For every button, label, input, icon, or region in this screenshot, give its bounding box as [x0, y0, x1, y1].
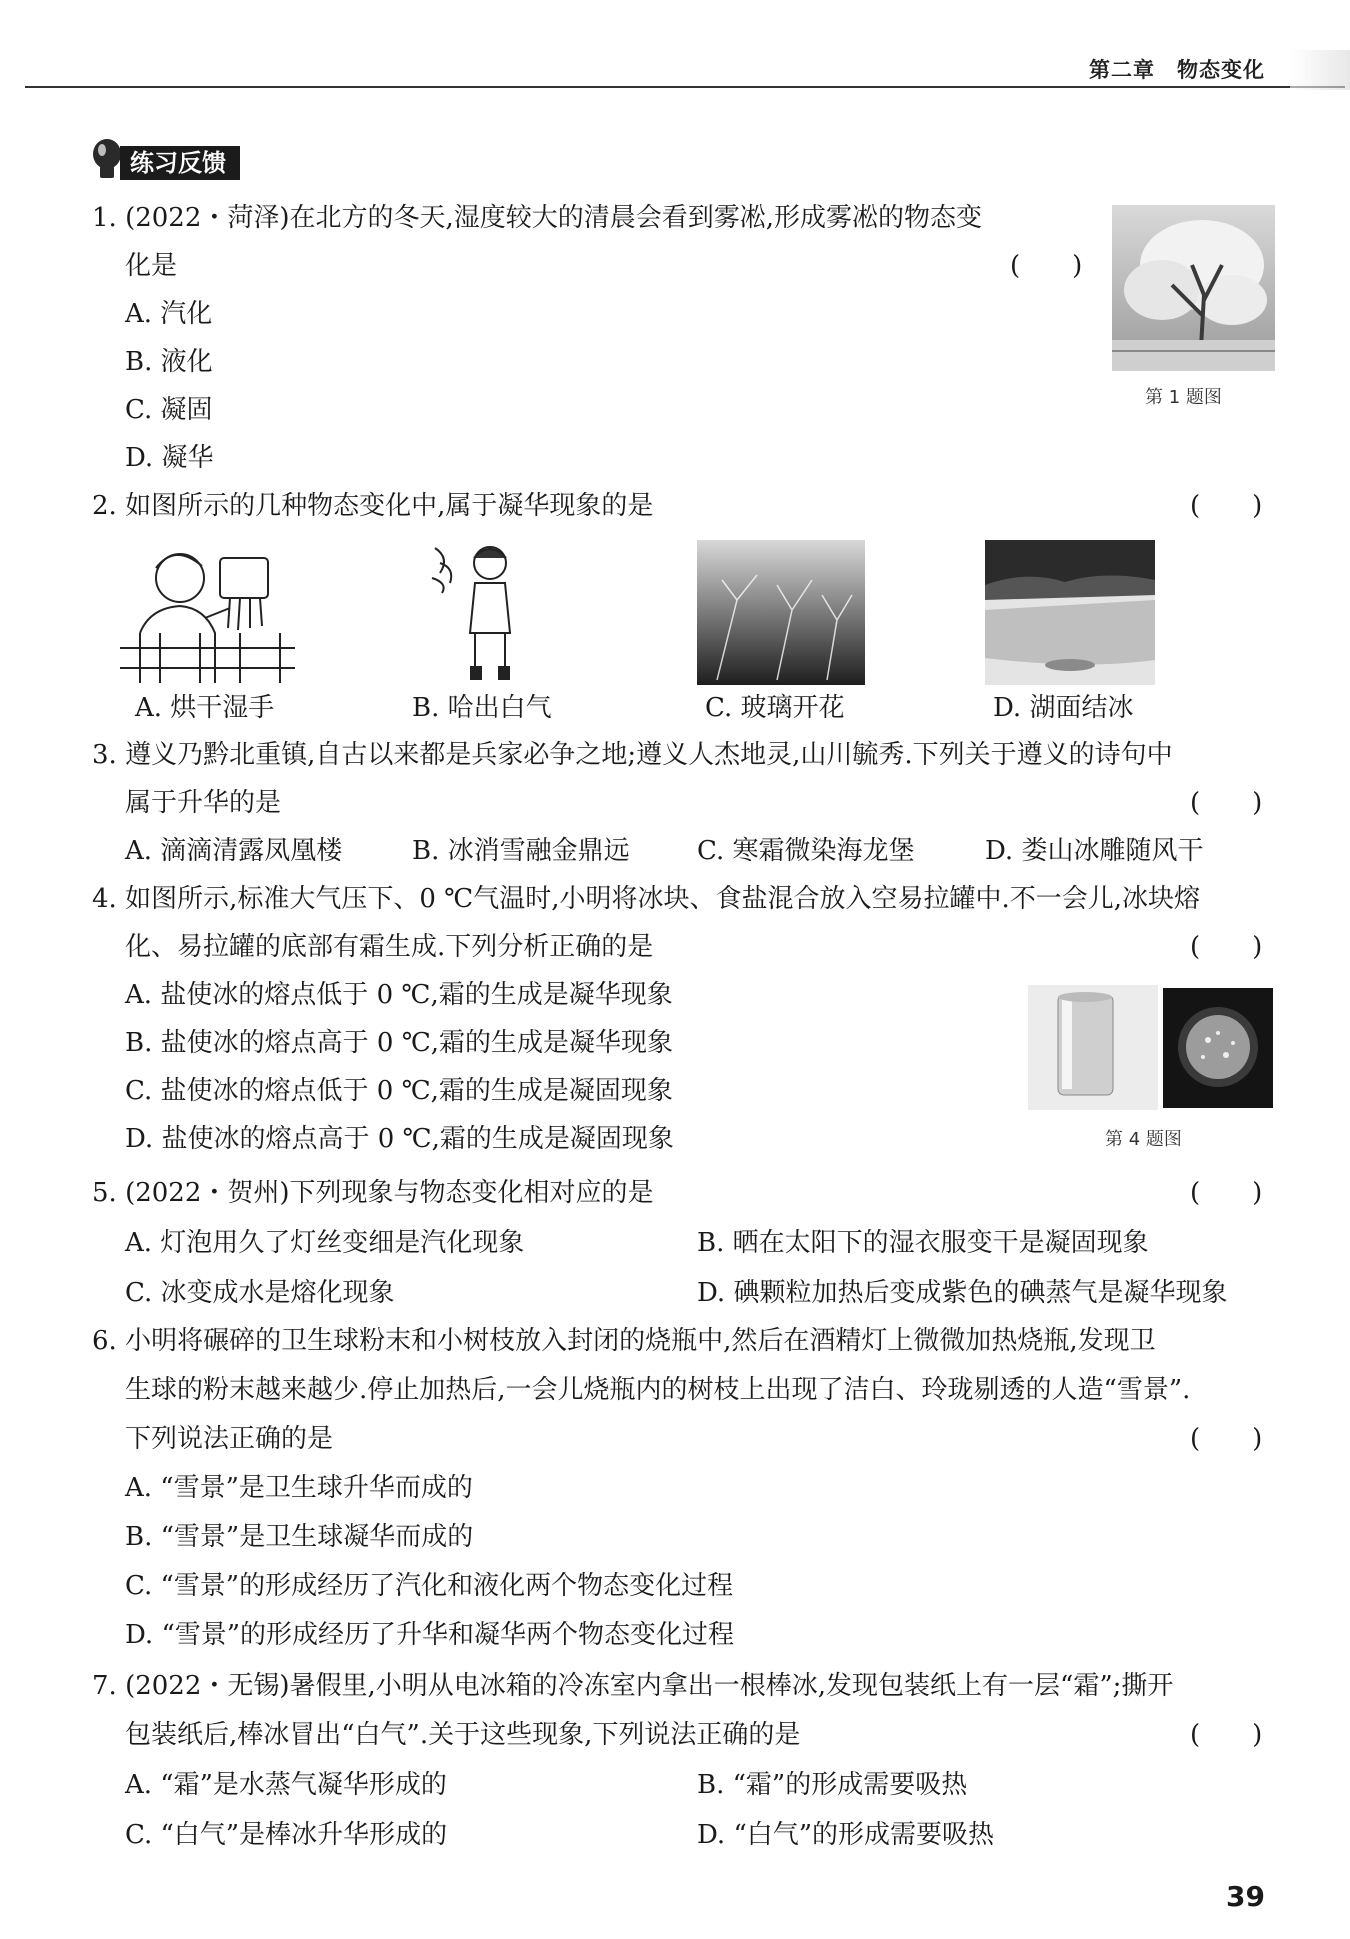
q3-option-d: D. 娄山冰雕随风干 — [985, 836, 1204, 866]
q6-option-a: A. “雪景”是卫生球升华而成的 — [125, 1473, 473, 1503]
q4-option-d: D. 盐使冰的熔点高于 0 ℃,霜的生成是凝固现象 — [125, 1124, 674, 1154]
q1-stem-line1: 1. (2022・菏泽)在北方的冬天,湿度较大的清晨会看到雾凇,形成雾凇的物态变 — [92, 203, 983, 233]
q5-stem: 5. (2022・贺州)下列现象与物态变化相对应的是 — [92, 1178, 654, 1208]
q1-option-b: B. 液化 — [125, 347, 213, 377]
q1-answer-blank[interactable]: ( ) — [1010, 251, 1083, 281]
chapter-header: 第二章 物态变化 — [1089, 58, 1265, 82]
q4-figure-caption: 第 4 题图 — [1105, 1129, 1182, 1150]
q2-option-c: C. 玻璃开花 — [705, 693, 845, 723]
q2-frozen-lake-image — [985, 540, 1155, 685]
q5-option-c: C. 冰变成水是熔化现象 — [125, 1278, 395, 1308]
q2-breath-image — [430, 538, 550, 683]
q7-option-d: D. “白气”的形成需要吸热 — [697, 1820, 995, 1850]
header-rule — [25, 86, 1345, 88]
q7-option-b: B. “霜”的形成需要吸热 — [697, 1770, 968, 1800]
q5-option-d: D. 碘颗粒加热后变成紫色的碘蒸气是凝华现象 — [697, 1278, 1228, 1308]
q3-option-b: B. 冰消雪融金鼎远 — [412, 836, 630, 866]
q2-stem: 2. 如图所示的几种物态变化中,属于凝华现象的是 — [92, 491, 654, 521]
q6-stem-line3: 下列说法正确的是 — [125, 1424, 334, 1454]
q6-option-c: C. “雪景”的形成经历了汽化和液化两个物态变化过程 — [125, 1571, 734, 1601]
q1-option-d: D. 凝华 — [125, 443, 214, 473]
q3-stem-line1: 3. 遵义乃黔北重镇,自古以来都是兵家必争之地;遵义人杰地灵,山川毓秀.下列关于遵义的诗句中 — [92, 740, 1173, 770]
q6-stem-line2: 生球的粉末越来越少.停止加热后,一会儿烧瓶内的树枝上出现了洁白、玲珑剔透的人造“雪景”. — [125, 1375, 1191, 1405]
q2-frost-glass-image — [697, 540, 865, 685]
q4-option-b: B. 盐使冰的熔点高于 0 ℃,霜的生成是凝华现象 — [125, 1028, 674, 1058]
q1-stem-line2: 化是 — [125, 251, 178, 281]
q2-option-d: D. 湖面结冰 — [993, 693, 1134, 723]
q7-option-c: C. “白气”是棒冰升华形成的 — [125, 1820, 448, 1850]
q3-stem-line2: 属于升华的是 — [125, 788, 282, 818]
q4-stem-line1: 4. 如图所示,标准大气压下、0 ℃气温时,小明将冰块、食盐混合放入空易拉罐中.不一会儿,冰块熔 — [92, 884, 1201, 914]
q1-option-a: A. 汽化 — [125, 299, 213, 329]
q4-option-c: C. 盐使冰的熔点低于 0 ℃,霜的生成是凝固现象 — [125, 1076, 673, 1106]
q7-answer-blank[interactable]: ( ) — [1190, 1720, 1263, 1750]
q4-option-a: A. 盐使冰的熔点低于 0 ℃,霜的生成是凝华现象 — [125, 980, 673, 1010]
q2-option-b: B. 哈出白气 — [412, 693, 552, 723]
q1-figure-caption: 第 1 题图 — [1145, 387, 1222, 408]
q5-option-b: B. 晒在太阳下的湿衣服变干是凝固现象 — [697, 1228, 1149, 1258]
q2-answer-blank[interactable]: ( ) — [1190, 491, 1263, 521]
header-decoration — [1290, 50, 1350, 90]
q6-answer-blank[interactable]: ( ) — [1190, 1424, 1263, 1454]
q6-option-b: B. “雪景”是卫生球凝华而成的 — [125, 1522, 474, 1552]
q7-stem-line1: 7. (2022・无锡)暑假里,小明从电冰箱的冷冻室内拿出一根棒冰,发现包装纸上有一层“霜”;撕开 — [92, 1671, 1174, 1701]
q6-stem-line1: 6. 小明将碾碎的卫生球粉末和小树枝放入封闭的烧瓶中,然后在酒精灯上微微加热烧瓶,发现卫 — [92, 1326, 1156, 1356]
q1-option-c: C. 凝固 — [125, 395, 213, 425]
q3-answer-blank[interactable]: ( ) — [1190, 788, 1263, 818]
q6-option-d: D. “雪景”的形成经历了升华和凝华两个物态变化过程 — [125, 1620, 735, 1650]
q2-hand-dryer-image — [120, 538, 295, 683]
q3-option-c: C. 寒霜微染海龙堡 — [697, 836, 915, 866]
q2-option-a: A. 烘干湿手 — [135, 693, 275, 723]
q5-answer-blank[interactable]: ( ) — [1190, 1178, 1263, 1208]
q3-option-a: A. 滴滴清露凤凰楼 — [125, 836, 343, 866]
q4-answer-blank[interactable]: ( ) — [1190, 932, 1263, 962]
q7-stem-line2: 包装纸后,棒冰冒出“白气”.关于这些现象,下列说法正确的是 — [125, 1720, 801, 1750]
q1-rime-tree-image — [1112, 205, 1275, 371]
q4-can-frost-image — [1028, 985, 1273, 1110]
q5-option-a: A. 灯泡用久了灯丝变细是汽化现象 — [125, 1228, 525, 1258]
page-number: 39 — [1226, 1880, 1265, 1913]
q7-option-a: A. “霜”是水蒸气凝华形成的 — [125, 1770, 447, 1800]
section-badge: 练习反馈 — [120, 146, 240, 180]
q4-stem-line2: 化、易拉罐的底部有霜生成.下列分析正确的是 — [125, 932, 654, 962]
lightbulb-icon — [90, 138, 124, 184]
